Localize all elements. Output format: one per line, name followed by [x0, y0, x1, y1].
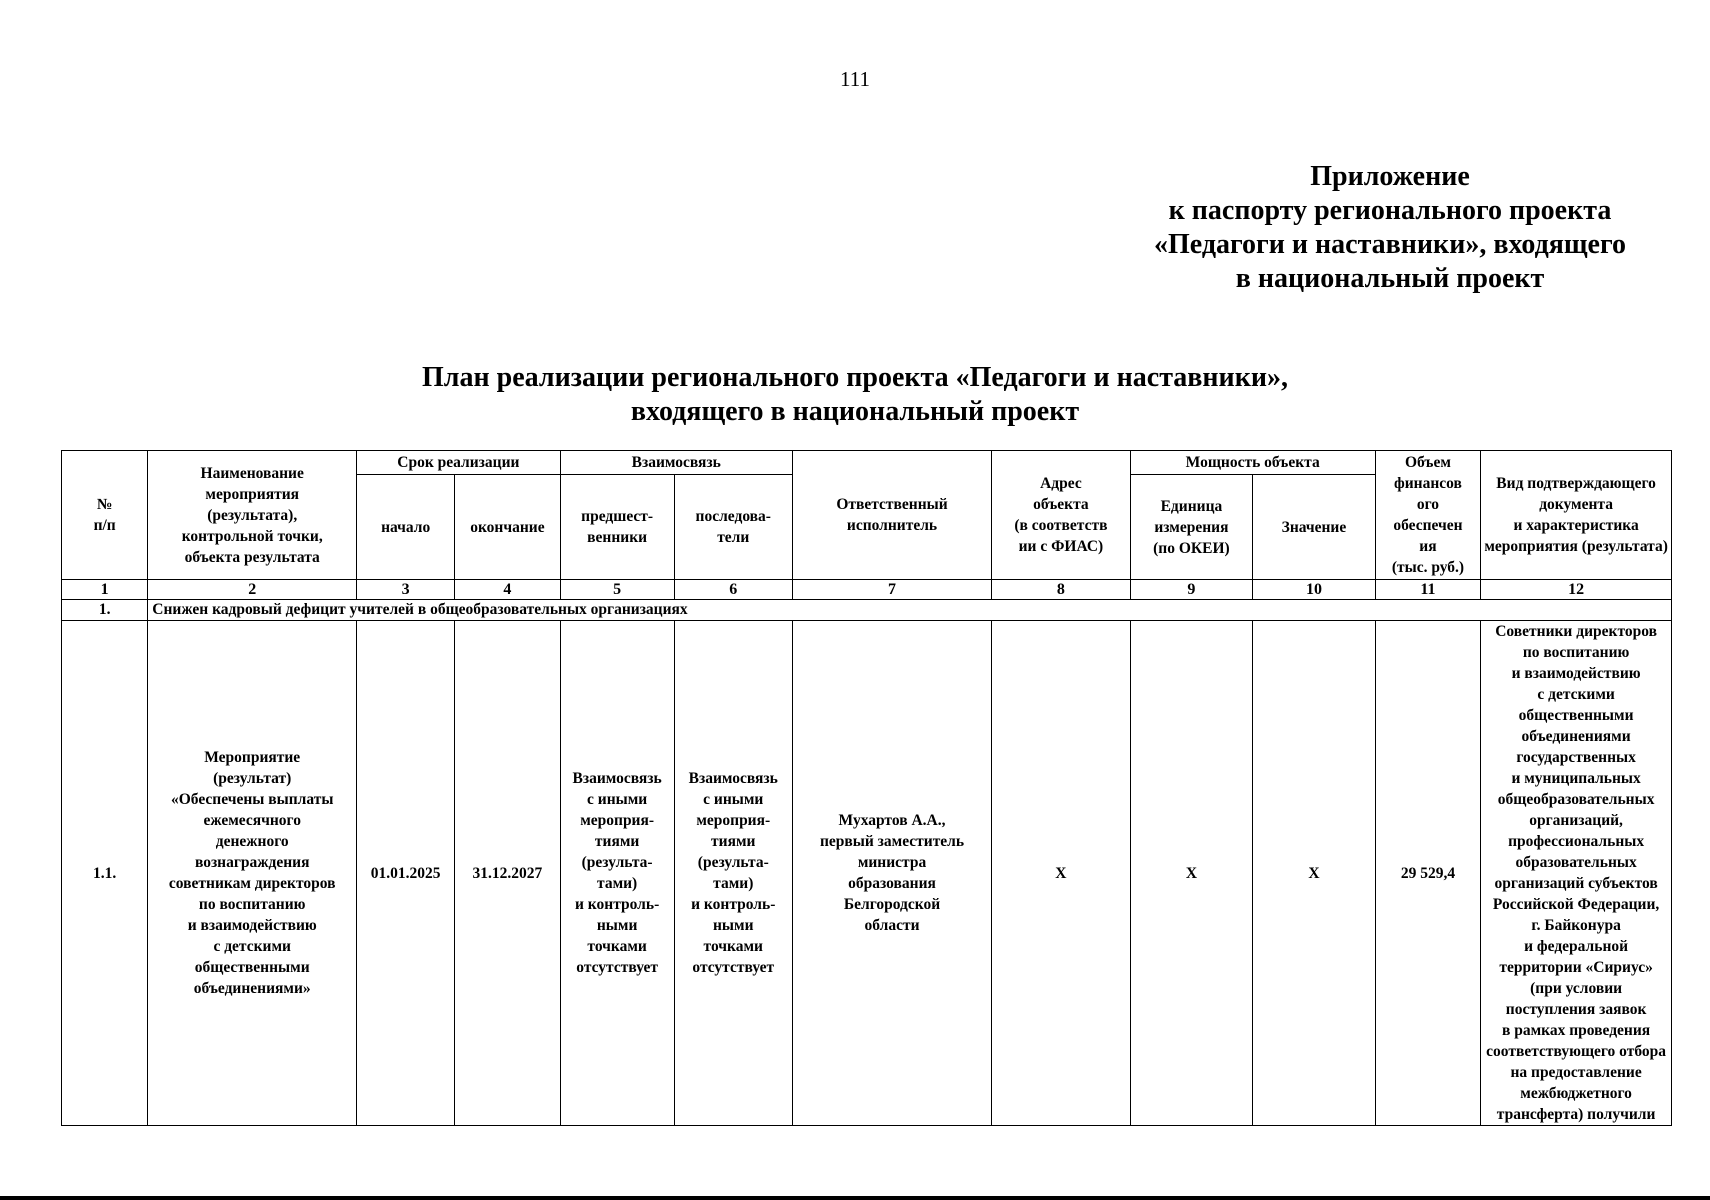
- header-address: [992, 451, 1131, 580]
- text-line: ными: [596, 917, 638, 934]
- text-line: отсутствует: [576, 959, 658, 976]
- text-line: с иными: [703, 791, 764, 808]
- header-capacity-group: Мощность объекта: [1130, 451, 1375, 475]
- text-line: профессиональных: [1508, 833, 1645, 850]
- header-term-group: Срок реализации: [357, 451, 561, 475]
- section-row: [62, 600, 1672, 621]
- text-line: в рамках проведения: [1502, 1022, 1651, 1039]
- text-line: объединениями»: [193, 980, 311, 997]
- row-finance: 29 529,4: [1375, 621, 1480, 1126]
- text-line: (результата),: [207, 506, 298, 524]
- text-line: мероприятия (результата): [1484, 538, 1668, 555]
- row-predecessors: [560, 621, 674, 1126]
- row-value: X: [1253, 621, 1376, 1126]
- row-activity-name: [148, 621, 357, 1126]
- text-line: по воспитанию: [1522, 644, 1630, 661]
- text-line: Белгородской: [843, 896, 941, 913]
- column-number: 10: [1253, 580, 1376, 600]
- column-number: 9: [1130, 580, 1253, 600]
- text-line: (результа-: [697, 854, 769, 871]
- text-line: (по ОКЕИ): [1153, 539, 1230, 557]
- text-line: государственных: [1516, 749, 1636, 766]
- text-line: тиями: [594, 833, 640, 850]
- text-line: с детскими: [1537, 686, 1615, 703]
- text-line: Адрес: [1040, 475, 1082, 492]
- header-unit: [1130, 475, 1253, 580]
- text-line: и контроль-: [575, 896, 660, 913]
- row-unit: X: [1130, 621, 1253, 1126]
- header-link-group: Взаимосвязь: [560, 451, 792, 475]
- text-line: Российской Федерации,: [1492, 896, 1660, 913]
- column-number: 5: [560, 580, 674, 600]
- document-title: [300, 361, 1410, 429]
- text-line: контрольной точки,: [181, 527, 323, 545]
- header-finance: [1375, 451, 1480, 580]
- text-line: отсутствует: [692, 959, 775, 976]
- text-line: мероприя-: [696, 812, 771, 829]
- text-line: Ответственный: [836, 496, 948, 513]
- text-line: исполнитель: [846, 517, 938, 534]
- page-number: 111: [840, 67, 870, 91]
- column-number: 6: [674, 580, 792, 600]
- row-start-date: 01.01.2025: [357, 621, 455, 1126]
- header-term-start: начало: [357, 475, 455, 580]
- header-term-end: окончание: [455, 475, 560, 580]
- text-line: общественными: [1518, 707, 1634, 724]
- text-line: советникам директоров: [168, 875, 336, 892]
- header-name: [148, 451, 357, 580]
- header-link-prev: [560, 475, 674, 580]
- text-line: мероприя-: [580, 812, 655, 829]
- header-doc-type: [1481, 451, 1672, 580]
- column-number: 12: [1481, 580, 1672, 600]
- text-line: (при условии: [1530, 980, 1623, 997]
- row-address: X: [992, 621, 1131, 1126]
- text-line: тиями: [711, 833, 756, 850]
- text-line: предшест-: [581, 508, 654, 525]
- column-number: 2: [148, 580, 357, 600]
- text-line: точками: [587, 938, 647, 955]
- text-line: и взаимодействию: [1511, 665, 1641, 682]
- text-line: денежного: [215, 833, 289, 850]
- text-line: министра: [857, 854, 927, 871]
- text-line: План реализации регионального проекта «Педагоги и наставники»,: [422, 362, 1288, 393]
- header-link-next: [674, 475, 792, 580]
- text-line: в национальный проект: [1235, 263, 1545, 294]
- text-line: и взаимодействию: [187, 917, 317, 934]
- text-line: Объем: [1405, 454, 1451, 471]
- column-number: 7: [792, 580, 991, 600]
- text-line: с детскими: [213, 938, 291, 955]
- text-line: объекта результата: [184, 548, 320, 566]
- table-row: [62, 621, 1672, 1126]
- text-line: «Обеспечены выплаты: [171, 791, 334, 808]
- text-line: (в соответств: [1014, 517, 1108, 534]
- text-line: и контроль-: [691, 896, 776, 913]
- column-number: 3: [357, 580, 455, 600]
- text-line: тами): [713, 875, 754, 892]
- text-line: мероприятия: [205, 485, 300, 503]
- row-end-date: 31.12.2027: [455, 621, 560, 1126]
- text-line: Мероприятие: [204, 749, 301, 766]
- column-number: 1: [62, 580, 148, 600]
- text-line: измерения: [1154, 518, 1229, 536]
- text-line: к паспорту регионального проекта: [1168, 195, 1612, 226]
- text-line: области: [864, 917, 920, 934]
- text-line: вознаграждения: [194, 854, 310, 871]
- text-line: и муниципальных: [1511, 770, 1641, 787]
- text-line: межбюджетного: [1520, 1085, 1632, 1102]
- text-line: №: [96, 496, 113, 513]
- text-line: образовательных: [1515, 854, 1637, 871]
- column-number-row: [62, 580, 1672, 600]
- text-line: организаций субъектов: [1494, 875, 1658, 892]
- text-line: Приложение: [1310, 161, 1470, 192]
- text-line: Мухартов А.А.,: [838, 812, 946, 829]
- text-line: трансферта) получили: [1496, 1106, 1656, 1123]
- header-value: Значение: [1253, 475, 1376, 580]
- section-number: 1.: [62, 600, 148, 621]
- text-line: ными: [712, 917, 754, 934]
- row-executor: [792, 621, 991, 1126]
- text-line: ежемесячного: [203, 812, 301, 829]
- text-line: объекта: [1033, 496, 1089, 513]
- text-line: по воспитанию: [198, 896, 306, 913]
- scan-edge-line: [0, 1196, 1710, 1200]
- appendix-header: [1120, 160, 1660, 296]
- text-line: с иными: [587, 791, 648, 808]
- text-line: тами): [597, 875, 638, 892]
- column-number: 8: [992, 580, 1131, 600]
- text-line: Вид подтверждающего: [1496, 475, 1656, 492]
- text-line: обеспечен: [1393, 517, 1463, 534]
- text-line: ии с ФИАС): [1018, 538, 1104, 555]
- text-line: Единица: [1160, 497, 1223, 515]
- text-line: на предоставление: [1510, 1064, 1642, 1081]
- header-num: [62, 451, 148, 580]
- text-line: Советники директоров: [1495, 623, 1657, 640]
- text-line: «Педагоги и наставники», входящего: [1154, 229, 1626, 260]
- column-number: 11: [1375, 580, 1480, 600]
- text-line: венники: [587, 529, 648, 546]
- header-executor: [792, 451, 991, 580]
- text-line: ого: [1416, 496, 1440, 513]
- text-line: последова-: [695, 508, 771, 525]
- text-line: ия: [1419, 538, 1437, 555]
- text-line: (результа-: [581, 854, 653, 871]
- text-line: территории «Сириус»: [1499, 959, 1653, 976]
- section-title: Снижен кадровый дефицит учителей в общеобразовательных организациях: [148, 600, 1672, 621]
- text-line: Взаимосвязь: [572, 770, 662, 787]
- plan-table: [61, 450, 1672, 1126]
- row-document-type: [1481, 621, 1672, 1126]
- text-line: (результат): [213, 770, 292, 787]
- text-line: г. Байконура: [1531, 917, 1621, 934]
- text-line: организаций,: [1529, 812, 1623, 829]
- text-line: образования: [848, 875, 936, 892]
- text-line: общеобразовательных: [1497, 791, 1655, 808]
- text-line: входящего в национальный проект: [630, 396, 1080, 427]
- text-line: общественными: [194, 959, 310, 976]
- text-line: Взаимосвязь: [688, 770, 778, 787]
- text-line: и федеральной: [1524, 938, 1629, 955]
- row-number: 1.1.: [62, 621, 148, 1126]
- text-line: соответствующего отбора: [1486, 1043, 1667, 1060]
- column-number: 4: [455, 580, 560, 600]
- text-line: первый заместитель: [819, 833, 965, 850]
- text-line: финансов: [1394, 475, 1462, 492]
- text-line: тели: [717, 529, 750, 546]
- text-line: (тыс. руб.): [1391, 559, 1465, 576]
- text-line: точками: [703, 938, 763, 955]
- row-successors: [674, 621, 792, 1126]
- text-line: Наименование: [200, 464, 304, 482]
- text-line: объединениями: [1521, 728, 1631, 745]
- text-line: п/п: [93, 517, 116, 534]
- text-line: поступления заявок: [1505, 1001, 1647, 1018]
- text-line: и характеристика: [1513, 517, 1639, 534]
- text-line: документа: [1539, 496, 1613, 513]
